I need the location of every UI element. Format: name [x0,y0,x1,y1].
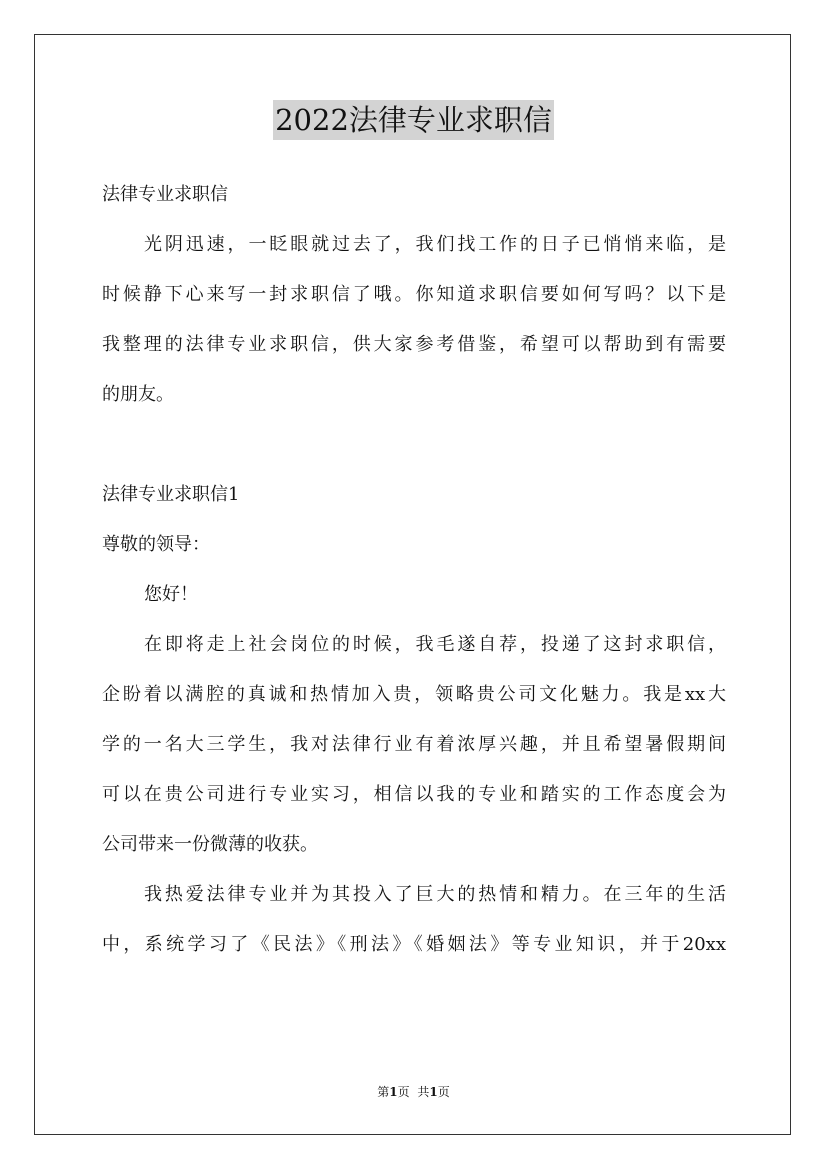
page-unit: 页 [397,1085,410,1099]
paragraph-line: 学的一名大三学生，我对法律行业有着浓厚兴趣，并且希望暑假期间 [102,734,726,755]
paragraph-line: 的朋友。 [102,384,174,405]
paragraph-line: 中，系统学习了《民法》《刑法》《婚姻法》等专业知识，并于20xx [102,934,726,955]
total-unit: 页 [437,1085,450,1099]
total-prefix: 共 [417,1085,430,1099]
paragraph-line: 在即将走上社会岗位的时候，我毛遂自荐，投递了这封求职信， [144,634,726,655]
document-title: 2022法律专业求职信 [273,100,554,140]
paragraph-line: 时候静下心来写一封求职信了哦。你知道求职信要如何写吗？以下是 [102,284,726,305]
paragraph-line: 公司带来一份微薄的收获。 [102,834,318,855]
document-body [102,170,726,970]
paragraph-line: 我整理的法律专业求职信，供大家参考借鉴，希望可以帮助到有需要 [102,334,726,355]
total-pages: 1 [429,1085,438,1099]
page-prefix: 第 [377,1085,390,1099]
page-number: 1 [389,1085,398,1099]
greeting: 您好！ [144,584,198,605]
blank-line [102,420,726,470]
paragraph-line: 可以在贵公司进行专业实习，相信以我的专业和踏实的工作态度会为 [102,784,726,805]
title-container [0,100,827,140]
letter-heading: 法律专业求职信1 [102,484,240,505]
paragraph-line: 我热爱法律专业并为其投入了巨大的热情和精力。在三年的生活 [144,884,726,905]
paragraph-line: 光阴迅速，一眨眼就过去了，我们找工作的日子已悄悄来临，是 [144,234,726,255]
page-footer [0,1084,827,1100]
salutation: 尊敬的领导： [102,534,210,555]
section-heading: 法律专业求职信 [102,184,228,205]
paragraph-line: 企盼着以满腔的真诚和热情加入贵，领略贵公司文化魅力。我是xx大 [102,684,726,705]
